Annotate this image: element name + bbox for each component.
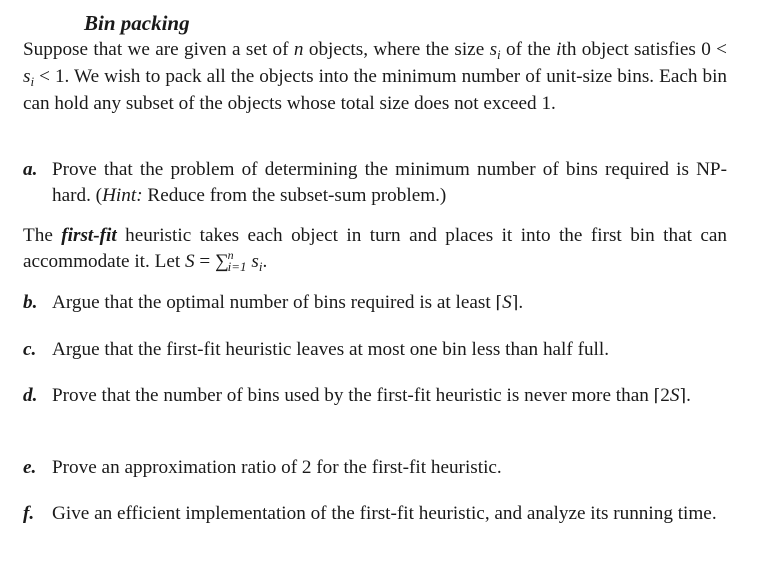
math-i: i [556, 39, 562, 60]
intro-text-2: objects, where the size [303, 39, 490, 60]
item-d-label: d. [23, 385, 38, 406]
math-sub-i-2: i [30, 74, 35, 89]
ff-math-s: s [251, 251, 259, 272]
item-f-text: Give an efficient implementation of the first-fit heuristic, and analyze its running time. [52, 503, 717, 524]
item-d-text [52, 383, 727, 409]
item-a [23, 157, 727, 209]
item-a-text-1: Prove that the problem of determining the minimum number of bins required is NP-hard. ( [52, 159, 727, 206]
item-b-ceil-close: ⌉ [511, 293, 519, 313]
item-e-label: e. [23, 457, 37, 478]
item-a-label: a. [23, 159, 38, 180]
item-a-hint: Hint: [102, 185, 143, 206]
math-n: n [293, 39, 304, 60]
ff-text-1: The [23, 225, 62, 246]
ff-math-eq: = [194, 251, 215, 272]
item-b-text-1: Argue that the optimal number of bins required is at least [52, 292, 496, 313]
item-b-label: b. [23, 292, 38, 313]
item-f-label: f. [23, 503, 35, 524]
intro-text-5: < 1. We wish to pack all the objects into the minimum number of unit-size bins. Each bin can hold any subset of the objects whose total size does not exceed 1. [23, 66, 727, 114]
ff-math-sub-i: i=1 [227, 259, 247, 274]
item-a-text-2: Reduce from the subset-sum problem.) [142, 185, 447, 206]
item-c-label: c. [23, 339, 37, 360]
math-s-2: s [23, 66, 31, 87]
item-d-ceil-open: ⌈ [653, 386, 661, 406]
item-b-text [52, 290, 727, 316]
ff-math-s-sub-i: i [258, 259, 263, 274]
math-s: s [489, 39, 498, 60]
ff-math-sup-n: n [227, 248, 234, 262]
ff-math-S: S [184, 251, 195, 272]
math-sub-i: i [497, 47, 501, 62]
ff-text-2: heuristic takes each object in turn and places it into the first bin that can accommodate it. Let [23, 225, 727, 272]
ff-text-3: . [262, 251, 268, 272]
first-fit-paragraph [23, 223, 727, 276]
item-e [23, 455, 727, 481]
intro-text-1: Suppose that we are given a set of [23, 39, 294, 60]
ff-term: first-fit [61, 225, 117, 246]
item-d-text-1: Prove that the number of bins used by the first-fit heuristic is never more than [52, 385, 654, 406]
item-b [23, 290, 727, 316]
item-d-math-S: S [669, 385, 680, 406]
item-c [23, 337, 727, 363]
item-d-text-2: . [686, 385, 691, 406]
item-d [23, 383, 727, 409]
item-f [23, 501, 727, 527]
ff-math-sum: ∑ [214, 251, 229, 272]
item-d-math-2: 2 [660, 385, 670, 406]
problem-intro [23, 37, 727, 117]
problem-title: Bin packing [84, 11, 190, 35]
item-b-ceil-open: ⌈ [495, 293, 503, 313]
item-e-text: Prove an approximation ratio of 2 for the first-fit heuristic. [52, 457, 502, 478]
item-b-math-S: S [502, 292, 512, 313]
intro-text-3: of the [500, 39, 557, 60]
intro-text-4: th object satisfies 0 < [561, 39, 727, 60]
item-b-text-2: . [518, 292, 524, 313]
item-d-ceil-close: ⌉ [679, 386, 687, 406]
item-a-text [52, 157, 727, 209]
item-c-text: Argue that the first-fit heuristic leaves at most one bin less than half full. [52, 339, 610, 360]
